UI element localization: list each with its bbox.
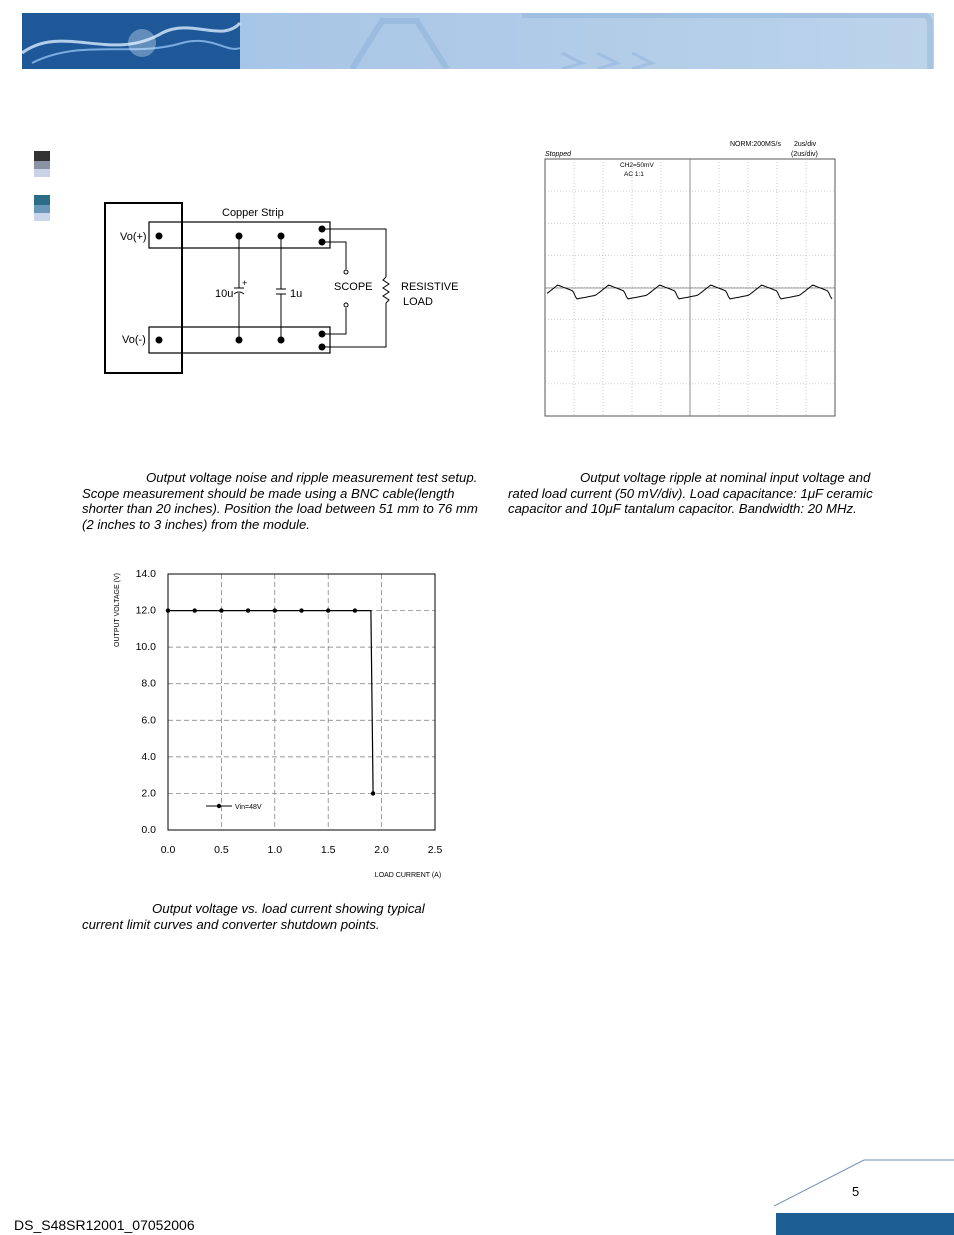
chart-data-point — [273, 608, 277, 612]
color-swatch-teal — [34, 195, 50, 221]
page-number: 5 — [852, 1184, 860, 1199]
load-label: LOAD — [403, 296, 433, 308]
vo-plus-label: Vo(+) — [120, 231, 147, 243]
test-setup-schematic — [100, 195, 470, 380]
scope-capture — [534, 138, 840, 420]
scope-status: Stopped — [545, 151, 572, 158]
module-box — [105, 203, 182, 373]
chart-y-tick-label: 4.0 — [141, 750, 156, 763]
chart-y-tick-label: 12.0 — [135, 604, 156, 617]
chart-legend-marker — [217, 804, 221, 808]
chart-x-tick-label: 2.5 — [427, 844, 443, 856]
chart-y-tick-label: 10.0 — [135, 641, 156, 654]
chart-data-point — [326, 608, 330, 612]
chart-series-line — [168, 611, 373, 794]
chart-y-axis-label: OUTPUT VOLTAGE (V) — [114, 573, 121, 647]
scope-coupling: AC 1:1 — [624, 171, 644, 178]
cap-10u-label: 10u — [215, 288, 234, 300]
chart-x-axis-label: LOAD CURRENT (A) — [374, 872, 442, 879]
chart-data-point — [299, 608, 303, 612]
chart-data-point — [219, 608, 223, 612]
chart-y-tick-label: 0.0 — [141, 824, 156, 836]
resistive-label: RESISTIVE — [401, 281, 459, 293]
scope-timebase: 2us/div — [794, 141, 817, 148]
chart-data-point — [353, 608, 357, 612]
chart-y-tick-label: 14.0 — [135, 568, 156, 580]
chart-x-tick-label: 1.0 — [267, 844, 283, 856]
chart-data-point — [371, 791, 375, 795]
chart-y-tick-label: 6.0 — [141, 714, 156, 727]
copper-strip-label: Copper Strip — [222, 207, 284, 219]
chart-x-tick-label: 1.5 — [320, 844, 336, 856]
chart-y-tick-label: 2.0 — [141, 787, 156, 800]
chart-data-point — [166, 608, 170, 612]
caption-load-chart: Output voltage vs. load current showing typical current limit curves and converter shutdown points. — [82, 901, 425, 932]
header-banner — [22, 13, 934, 69]
document-id: DS_S48SR12001_07052006 — [14, 1217, 195, 1233]
output-voltage-vs-load-chart — [100, 560, 460, 885]
vo-minus-label: Vo(-) — [122, 334, 146, 346]
scope-sample-rate: NORM:200MS/s — [730, 141, 781, 148]
caption-ripple: Output voltage ripple at nominal input voltage and rated load current (50 mV/div). Load capacitance: 1μF ceramic capacitor and 10μF tantalum capacitor. Bandwidth: 20 MHz. — [508, 470, 873, 516]
chart-x-tick-label: 2.0 — [374, 844, 389, 856]
footer-decoration — [774, 1158, 954, 1235]
chart-y-tick-label: 8.0 — [141, 677, 156, 690]
chart-data-point — [193, 608, 197, 612]
header-banner-graphic — [22, 13, 934, 69]
scope-channel: CH2=50mV — [620, 162, 654, 169]
caption-test-setup: Output voltage noise and ripple measurement test setup. Scope measurement should be made using a BNC cable(length shorter than 20 inches). Position the load between 51 mm to 76 mm (2 inches to 3 inches) from the module. — [82, 470, 478, 532]
scope-label: SCOPE — [334, 281, 373, 293]
chart-x-tick-label: 0.0 — [160, 844, 176, 856]
color-swatch-gray — [34, 151, 50, 177]
scope-timebase-sub: (2us/div) — [791, 151, 818, 158]
chart-legend-label: Vin=48V — [235, 804, 262, 811]
cap-plus-sign: + — [242, 278, 248, 288]
chart-x-tick-label: 0.5 — [214, 844, 229, 856]
chart-data-point — [246, 608, 250, 612]
cap-1u-label: 1u — [290, 288, 303, 300]
